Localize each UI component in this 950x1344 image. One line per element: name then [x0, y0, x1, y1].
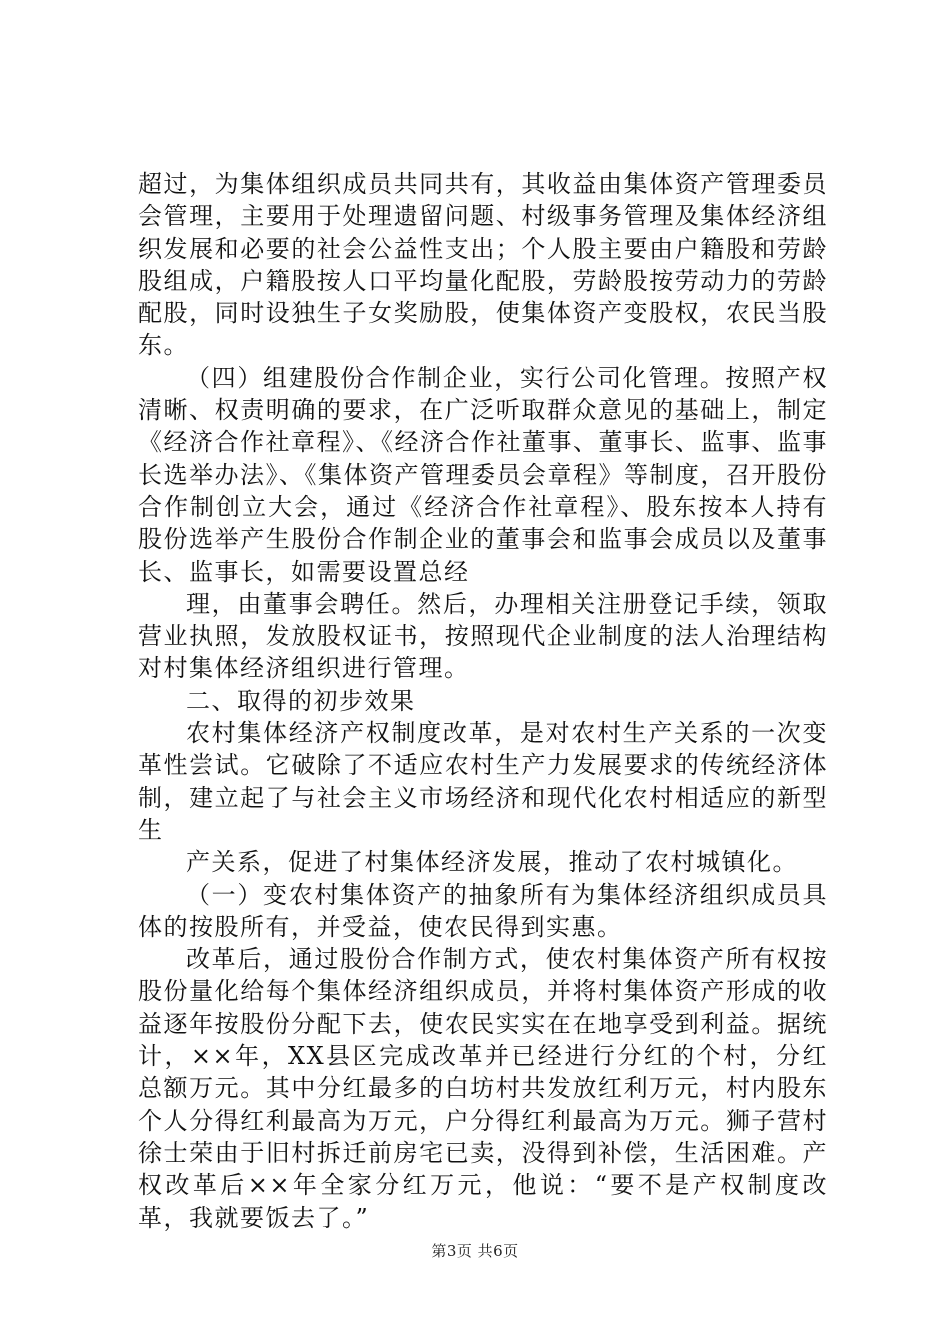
- document-body: [138, 168, 828, 1234]
- paragraph: 产关系，促进了村集体经济发展，推动了农村城镇化。: [186, 848, 798, 877]
- paragraph: 农村集体经济产权制度改革，是对农村生产关系的一次变革性尝试。它破除了不适应农村生产力发展要求的传统经济体制，建立起了与社会主义市场经济和现代化农村相适应的新型生: [138, 719, 828, 844]
- page-number-footer: 第3页 共6页: [431, 1242, 519, 1260]
- paragraph: 理，由董事会聘任。然后，办理相关注册登记手续，领取营业执照，发放股权证书，按照现代企业制度的法人治理结构对村集体经济组织进行管理。: [138, 589, 828, 683]
- section-heading: 二、取得的初步效果: [186, 686, 416, 715]
- paragraph: （四）组建股份合作制企业，实行公司化管理。按照产权清晰、权责明确的要求，在广泛听取群众意见的基础上，制定《经济合作社章程》、《经济合作社董事、董事长、监事、监事长选举办法》、《集体资产管理委员会章程》等制度，召开股份合作制创立大会，通过《经济合作社章程》、股东按本人持有股份选举产生股份合作制企业的董事会和监事会成员以及董事长、监事长，如需要设置总经: [138, 363, 828, 586]
- paragraph: 超过，为集体组织成员共同共有，其收益由集体资产管理委员会管理，主要用于处理遗留问题、村级事务管理及集体经济组织发展和必要的社会公益性支出；个人股主要由户籍股和劳龄股组成，户籍股按人口平均量化配股，劳龄股按劳动力的劳龄配股，同时设独生子女奖励股，使集体资产变股权，农民当股东。: [138, 170, 828, 360]
- paragraph: 改革后，通过股份合作制方式，使农村集体资产所有权按股份量化给每个集体经济组织成员，并将村集体资产形成的收益逐年按股份分配下去，使农民实实在在地享受到利益。据统计，××年，XX县区完成改革并已经进行分红的个村，分红总额万元。其中分红最多的白坊村共发放红利万元，村内股东个人分得红利最高为万元，户分得红利最高为万元。狮子营村徐士荣由于旧村拆迁前房宅已卖，没得到补偿，生活困难。产权改革后××年全家分红万元，他说：“要不是产权制度改革，我就要饭去了。”: [138, 945, 828, 1232]
- subsection-heading: （一）变农村集体资产的抽象所有为集体经济组织成员具体的按股所有，并受益，使农民得到实惠。: [138, 880, 828, 941]
